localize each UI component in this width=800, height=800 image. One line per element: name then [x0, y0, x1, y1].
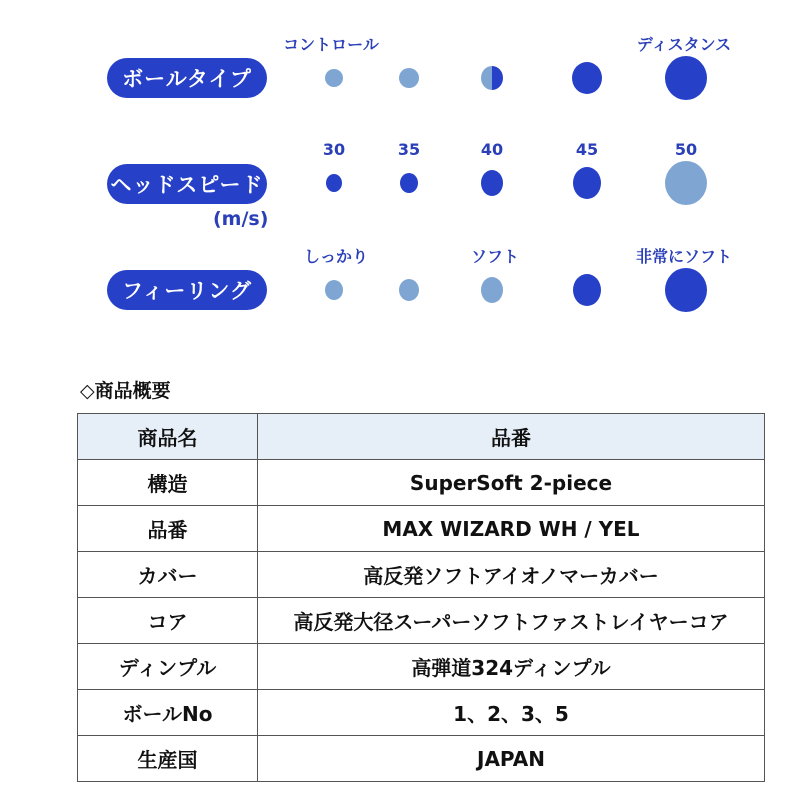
ball-type-dot-1 — [325, 69, 343, 87]
spec-table — [77, 413, 765, 782]
ball-type-dot-2 — [399, 68, 419, 88]
row-value: JAPAN — [258, 736, 765, 782]
table-row — [78, 736, 765, 782]
row-value: 1、2、3、5 — [258, 690, 765, 736]
table-row — [78, 598, 765, 644]
row-key: コア — [78, 598, 258, 644]
scale-label-very-soft: 非常にソフト — [635, 247, 733, 266]
head-speed-pill: ヘッドスピード — [107, 164, 267, 204]
ball-type-dot-4 — [572, 62, 602, 94]
row-value: MAX WIZARD WH / YEL — [258, 506, 765, 552]
tick-40: 40 — [480, 140, 504, 159]
overview-title: ◇商品概要 — [80, 380, 171, 402]
tick-35: 35 — [397, 140, 421, 159]
performance-chart — [0, 0, 800, 340]
feeling-dot-4 — [573, 274, 601, 306]
row-key: カバー — [78, 552, 258, 598]
ball-type-dot-3 — [481, 66, 503, 90]
head-speed-dot-5 — [665, 161, 707, 205]
ball-type-pill: ボールタイプ — [107, 58, 267, 98]
row-key: ディンプル — [78, 644, 258, 690]
feeling-dot-5 — [665, 268, 707, 312]
table-row — [78, 460, 765, 506]
table-header-row — [78, 414, 765, 460]
row-key: ボールNo — [78, 690, 258, 736]
head-speed-dot-2 — [400, 173, 418, 193]
feeling-dot-3 — [481, 277, 503, 303]
scale-label-soft: ソフト — [470, 247, 520, 266]
ball-type-dot-5 — [665, 56, 707, 100]
table-row — [78, 690, 765, 736]
row-value: SuperSoft 2-piece — [258, 460, 765, 506]
head-speed-unit: (m/s) — [213, 208, 269, 230]
row-key: 品番 — [78, 506, 258, 552]
tick-50: 50 — [674, 140, 698, 159]
tick-45: 45 — [575, 140, 599, 159]
row-value: 高弾道324ディンプル — [258, 644, 765, 690]
table-row — [78, 506, 765, 552]
head-speed-dot-3 — [481, 170, 503, 196]
feeling-pill: フィーリング — [107, 270, 267, 310]
table-row — [78, 552, 765, 598]
row-key: 生産国 — [78, 736, 258, 782]
table-row — [78, 644, 765, 690]
header-value: 品番 — [258, 414, 765, 460]
row-key: 構造 — [78, 460, 258, 506]
tick-30: 30 — [322, 140, 346, 159]
scale-label-distance: ディスタンス — [636, 35, 732, 54]
feeling-dot-2 — [399, 279, 419, 301]
row-value: 高反発大径スーパーソフトファストレイヤーコア — [258, 598, 765, 644]
header-key: 商品名 — [78, 414, 258, 460]
scale-label-firm: しっかり — [303, 247, 369, 266]
row-value: 高反発ソフトアイオノマーカバー — [258, 552, 765, 598]
head-speed-dot-1 — [326, 174, 342, 192]
scale-label-control: コントロール — [283, 35, 379, 54]
head-speed-dot-4 — [573, 167, 601, 199]
feeling-dot-1 — [325, 280, 343, 300]
